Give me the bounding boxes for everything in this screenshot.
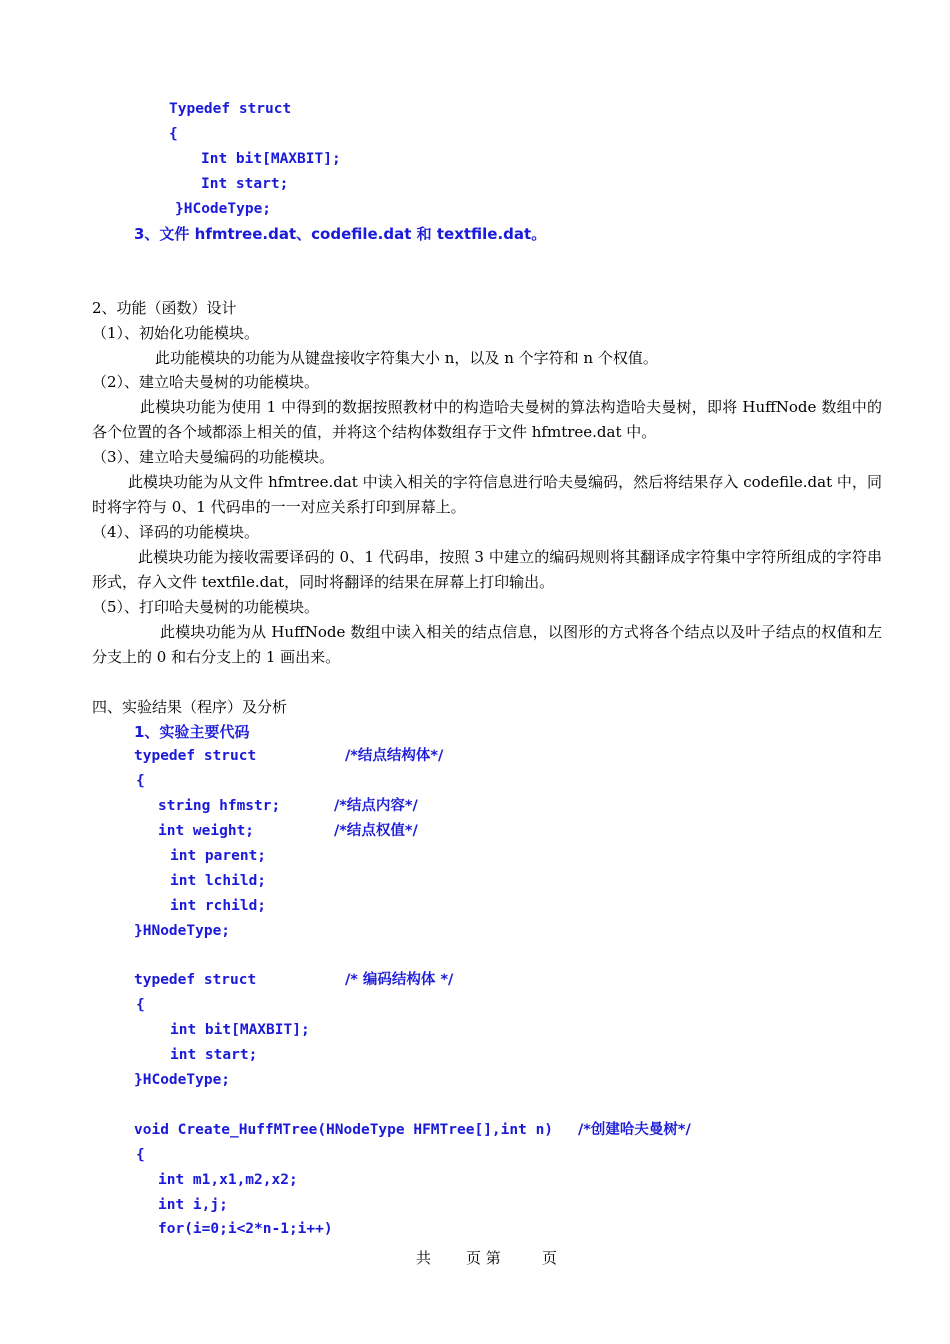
code-line: { bbox=[136, 1147, 145, 1163]
section-heading: 2、功能（函数）设计 bbox=[92, 299, 237, 317]
code-line: int parent; bbox=[170, 848, 267, 864]
code-line: Int bit[MAXBIT]; bbox=[201, 151, 341, 167]
file-list-item: 3、文件 hfmtree.dat、codefile.dat 和 textfile.dat。 bbox=[134, 225, 547, 243]
code-line: Typedef struct bbox=[169, 101, 292, 117]
footer-page-suffix: 页 bbox=[542, 1249, 558, 1267]
module-desc: 此模块功能为接收需要译码的 0、1 代码串，按照 3 中建立的编码规则将其翻译成字符集中字符所组成的字符串形式，存入文件 textfile.dat，同时将翻译的结果在屏幕上打印输出。 bbox=[92, 548, 882, 591]
code-line: }HCodeType; bbox=[175, 201, 272, 217]
module-desc: 此模块功能为从文件 hfmtree.dat 中读入相关的字符信息进行哈夫曼编码，然后将结果存入 codefile.dat 中，同时将字符与 0、1 代码串的一一对应关系打印到屏幕上。 bbox=[92, 473, 882, 516]
code-line: string hfmstr; bbox=[158, 798, 281, 814]
code-line: void Create_HuffMTree(HNodeType HFMTree[],int n) bbox=[134, 1122, 554, 1138]
code-line: { bbox=[169, 126, 178, 142]
code-line: typedef struct bbox=[134, 972, 257, 988]
module-title: （3）、建立哈夫曼编码的功能模块。 bbox=[92, 448, 335, 466]
code-line: }HCodeType; bbox=[134, 1072, 231, 1088]
code-line: typedef struct bbox=[134, 748, 257, 764]
section-heading: 四、实验结果（程序）及分析 bbox=[92, 698, 288, 716]
code-line: Int start; bbox=[201, 176, 289, 192]
footer-total-pages: 共 bbox=[416, 1249, 432, 1267]
code-line: { bbox=[136, 997, 145, 1013]
code-line: int lchild; bbox=[170, 873, 267, 889]
code-comment: /*结点权值*/ bbox=[334, 823, 418, 839]
module-desc: 此模块功能为从 HuffNode 数组中读入相关的结点信息，以图形的方式将各个结点以及叶子结点的权值和左分支上的 0 和右分支上的 1 画出来。 bbox=[92, 623, 882, 666]
code-line: int weight; bbox=[158, 823, 255, 839]
code-line: int i,j; bbox=[158, 1197, 228, 1213]
module-title: （5）、打印哈夫曼树的功能模块。 bbox=[92, 598, 320, 616]
code-line: int start; bbox=[170, 1047, 258, 1063]
module-desc: 此模块功能为使用 1 中得到的数据按照教材中的构造哈夫曼树的算法构造哈夫曼树，即将 HuffNode 数组中的各个位置的各个域都添上相关的值，并将这个结构体数组存于文件 hfmtree.dat 中。 bbox=[92, 398, 882, 441]
sub-heading: 1、实验主要代码 bbox=[134, 723, 250, 741]
code-line: { bbox=[136, 773, 145, 789]
code-line: int bit[MAXBIT]; bbox=[170, 1022, 310, 1038]
code-comment: /*结点结构体*/ bbox=[345, 748, 444, 764]
module-title: （1）、初始化功能模块。 bbox=[92, 324, 260, 342]
code-line: int rchild; bbox=[170, 898, 267, 914]
footer-page-label: 页 第 bbox=[466, 1249, 501, 1267]
code-line: for(i=0;i<2*n-1;i++) bbox=[158, 1221, 333, 1237]
module-title: （4）、译码的功能模块。 bbox=[92, 523, 260, 541]
module-title: （2）、建立哈夫曼树的功能模块。 bbox=[92, 373, 320, 391]
code-comment: /*结点内容*/ bbox=[334, 798, 418, 814]
module-desc: 此功能模块的功能为从键盘接收字符集大小 n，以及 n 个字符和 n 个权值。 bbox=[155, 349, 658, 367]
code-line: }HNodeType; bbox=[134, 923, 231, 939]
code-comment: /* 编码结构体 */ bbox=[345, 972, 454, 988]
code-comment: /*创建哈夫曼树*/ bbox=[578, 1122, 691, 1138]
code-line: int m1,x1,m2,x2; bbox=[158, 1172, 298, 1188]
